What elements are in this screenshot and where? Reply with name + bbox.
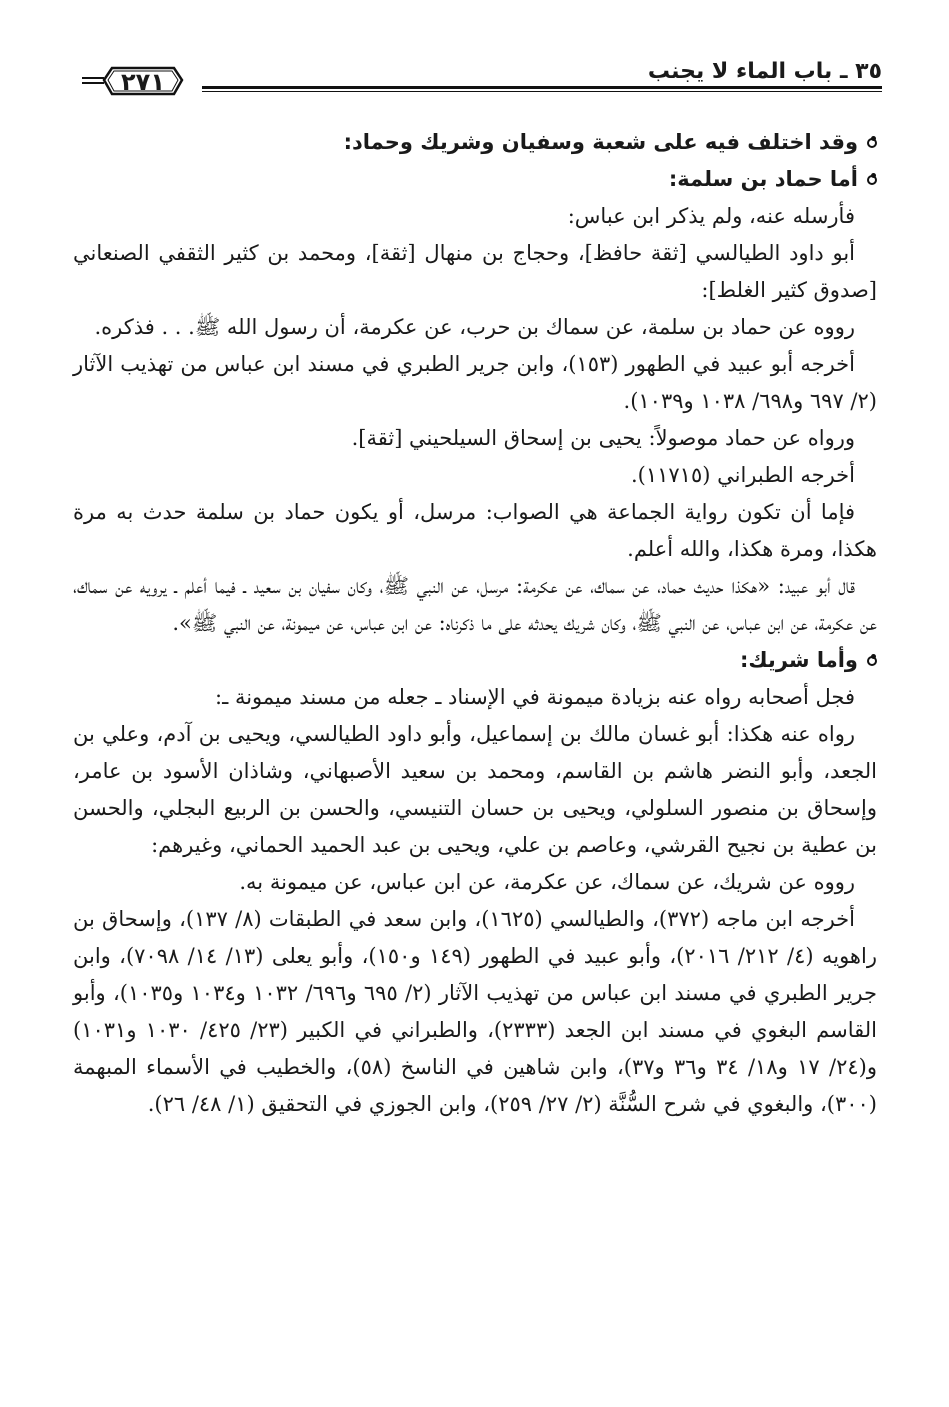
paragraph: فجل أصحابه رواه عنه بزيادة ميمونة في الإسناد ـ جعله من مسند ميمونة ـ: [215,685,855,709]
paragraph: رووه عن شريك، عن سماك، عن عكرمة، عن ابن عباس، عن ميمونة به. [239,870,855,894]
section-heading [73,124,877,161]
paragraph: أخرجه أبو عبيد في الطهور (١٥٣)، وابن جرير الطبري في مسند ابن عباس من تهذيب الآثار (٢/ ٦٩٧ و٦٩٨/ ١٠٣٨ و١٠٣٩). [73,352,877,413]
paragraph: أخرجه الطبراني (١١٧١٥). [630,463,855,487]
header-rule-thin [202,91,882,92]
paragraph: أبو داود الطيالسي [ثقة حافظ]، وحجاج بن منهال [ثقة]، ومحمد بن كثير الثقفي الصنعاني [صدوق كثير الغلط]: [73,241,877,302]
header-rule [202,86,882,89]
paragraph: فإما أن تكون رواية الجماعة هي الصواب: مرسل، أو يكون حماد بن سلمة حدث به مرة هكذا، ومرة هكذا، والله أعلم. [73,500,877,561]
section-heading [73,642,877,679]
paragraph: رووه عن حماد بن سلمة، عن سماك بن حرب، عن عكرمة، أن رسول الله ﷺ. . . فذكره. [94,315,855,339]
page-number: ٢٧١ [121,68,165,96]
section-heading [73,161,877,198]
heading-text: وأما شريك: [739,648,858,672]
bullet-icon [867,175,877,185]
page-body [73,124,877,1123]
paragraph: فأرسله عنه، ولم يذكر ابن عباس: [567,204,855,228]
page-number-frame [82,64,204,100]
paragraph: رواه عنه هكذا: أبو غسان مالك بن إسماعيل، وأبو داود الطيالسي، ويحيى بن آدم، وعلي بن الجعد، وأبو النضر هاشم بن القاسم، ومحمد بن سعيد الأصبهاني، وشاذان الأسود بن عامر، وإسحاق بن منصور السلولي، ويحيى بن حسان التنيسي، والحسن بن الربيع البجلي، والحسن بن عطية بن نجيح القرشي، وعاصم بن علي، ويحيى بن عبد الحميد الحماني، وغيرهم: [73,722,877,857]
bullet-icon [867,656,877,666]
paragraph: قال أبو عبيد: «هكذا حديث حماد، عن سماك، عن عكرمة: مرسل، عن النبي ﷺ، وكان سفيان بن سعيد ـ فيما أعلم ـ يرويه عن سماك، عن عكرمة، عن ابن عباس، عن النبي ﷺ، وكان شريك يحدثه على ما ذكرناه: عن ابن عباس، عن ميمونة، عن النبي ﷺ». [73,574,877,635]
heading-text: وقد اختلف فيه على شعبة وسفيان وشريك وحماد: [343,130,858,154]
chapter-title: ٣٥ ـ باب الماء لا يجنب [647,59,882,84]
paragraph: أخرجه ابن ماجه (٣٧٢)، والطيالسي (١٦٢٥)، وابن سعد في الطبقات (٨/ ١٣٧)، وإسحاق بن راهويه (٤/ ٢١٢/ ٢٠١٦)، وأبو عبيد في الطهور (١٤٩ و١٥٠)، وأبو يعلى (١٣/ ١٤/ ٧٠٩٨)، وابن جرير الطبري في مسند ابن عباس من تهذيب الآثار (٢/ ٦٩٥ و٦٩٦/ ١٠٣٢ و١٠٣٤ و١٠٣٥)، وأبو القاسم البغوي في مسند ابن الجعد (٢٣٣٣)، والطبراني في الكبير (٢٣/ ٤٢٥/ ١٠٣٠ و١٠٣١) و(٢٤/ ١٧ و١٨/ ٣٤ و٣٦ و٣٧)، وابن شاهين في الناسخ (٥٨)، والخطيب في الأسماء المبهمة (٣٠٠)، والبغوي في شرح السُّنَّة (٢/ ٢٧/ ٢٥٩)، وابن الجوزي في التحقيق (١/ ٤٨/ ٢٦). [73,907,877,1116]
bullet-icon [867,138,877,148]
heading-text: أما حماد بن سلمة: [668,167,858,191]
page-header [82,54,882,104]
paragraph: ورواه عن حماد موصولاً: يحيى بن إسحاق السيلحيني [ثقة]. [351,426,855,450]
